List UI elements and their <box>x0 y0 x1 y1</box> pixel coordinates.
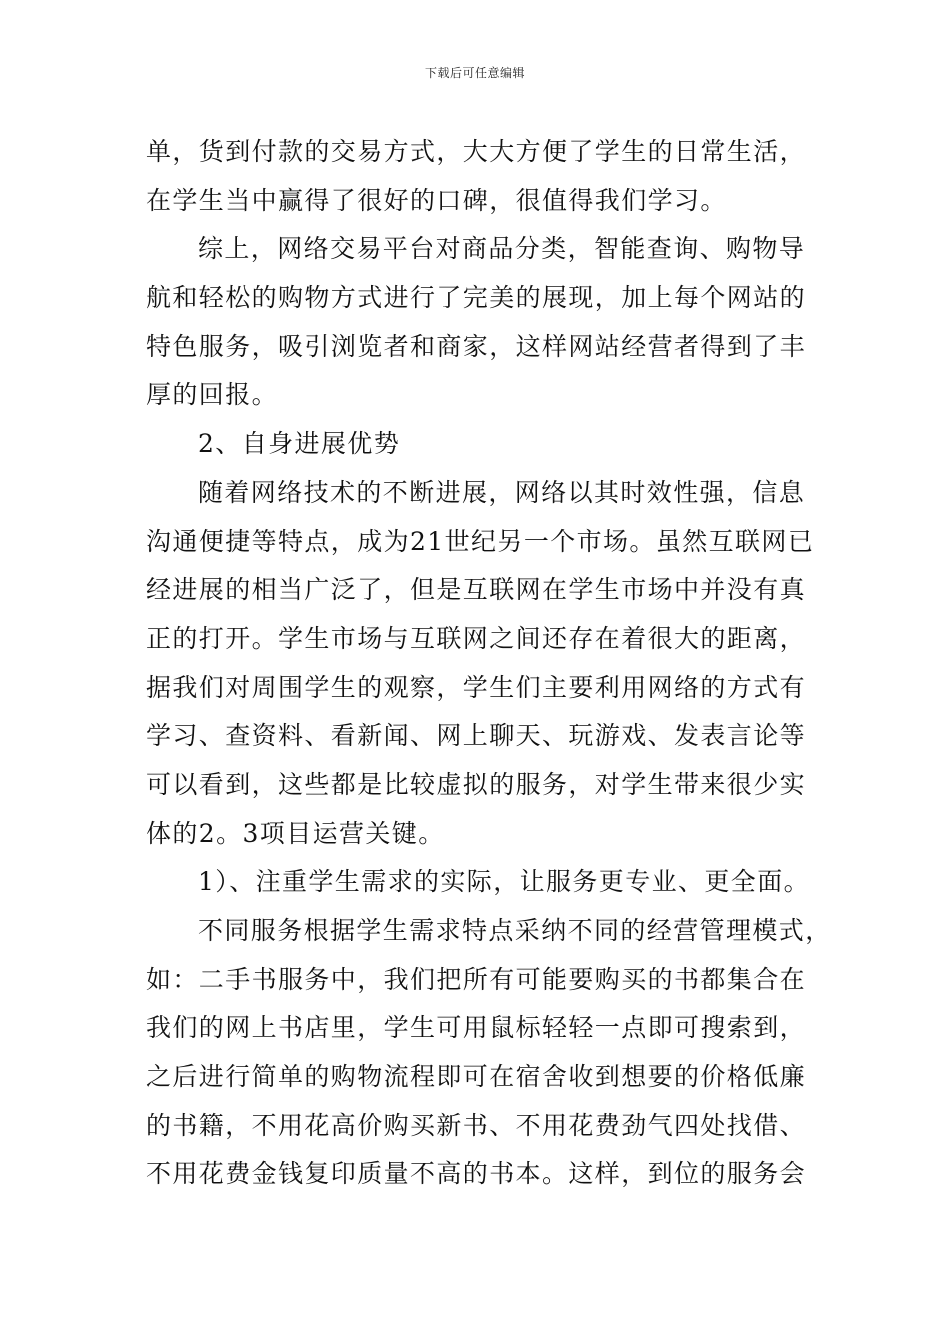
text-line: 之后进行简单的购物流程即可在宿舍收到想要的价格低廉 <box>146 1062 807 1092</box>
text-line: 的书籍，不用花高价购买新书、不用花费劲气四处找借、 <box>146 1110 807 1140</box>
text-line: 厚的回报。 <box>146 380 279 410</box>
text-line: 体的2。3项目运营关键。 <box>146 818 445 848</box>
text-line: 随着网络技术的不断进展，网络以其时效性强，信息 <box>198 477 806 507</box>
text-line: 不同服务根据学生需求特点采纳不同的经营管理模式， <box>198 916 832 945</box>
text-line: 据我们对周围学生的观察，学生们主要利用网络的方式有 <box>146 672 807 702</box>
text-line: 经进展的相当广泛了，但是互联网在学生市场中并没有真 <box>146 575 807 605</box>
text-line: 单，货到付款的交易方式，大大方便了学生的日常生活， <box>146 137 807 166</box>
text-line: 可以看到，这些都是比较虚拟的服务，对学生带来很少实 <box>146 769 807 799</box>
page-header: 下载后可任意编辑 <box>424 66 525 80</box>
text-line: 我们的网上书店里，学生可用鼠标轻轻一点即可搜索到， <box>146 1013 807 1043</box>
document-body <box>146 128 832 1199</box>
text-line: 如：二手书服务中，我们把所有可能要购买的书都集合在 <box>146 964 807 994</box>
text-line: 不用花费金钱复印质量不高的书本。这样，到位的服务会 <box>146 1159 807 1189</box>
text-line: 学习、查资料、看新闻、网上聊天、玩游戏、发表言论等 <box>146 721 807 751</box>
text-line: 2、自身进展优势 <box>198 429 401 459</box>
text-line: 1）、注重学生需求的实际，让服务更专业、更全面。 <box>198 867 811 897</box>
text-line: 在学生当中赢得了很好的口碑，很值得我们学习。 <box>146 185 727 215</box>
text-line: 特色服务，吸引浏览者和商家，这样网站经营者得到了丰 <box>146 331 807 361</box>
text-line: 沟通便捷等特点，成为21世纪另一个市场。虽然互联网已 <box>146 526 815 556</box>
text-line: 综上，网络交易平台对商品分类，智能查询、购物导 <box>198 234 806 264</box>
text-line: 航和轻松的购物方式进行了完美的展现，加上每个网站的 <box>146 283 807 313</box>
text-line: 正的打开。学生市场与互联网之间还存在着很大的距离， <box>146 623 807 653</box>
